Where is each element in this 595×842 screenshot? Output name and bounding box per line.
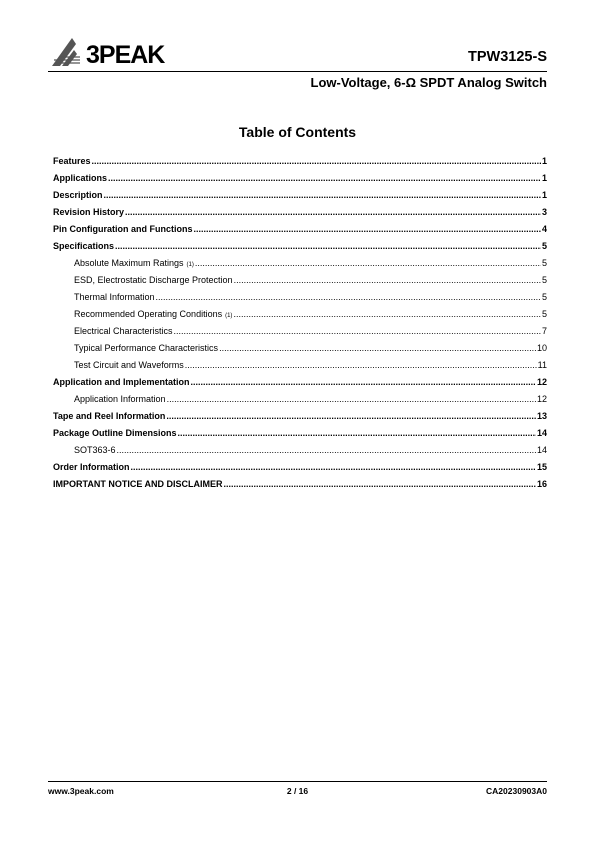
toc-entry-page: 5 <box>541 275 547 285</box>
toc-entry[interactable] <box>53 342 547 359</box>
toc-entry[interactable] <box>53 223 547 240</box>
toc-entry-page: 10 <box>536 343 547 353</box>
toc-entry-label: SOT363-6 <box>74 445 116 455</box>
toc-dot-leader <box>174 325 541 338</box>
toc-dot-leader <box>167 393 536 406</box>
toc-entry-page: 14 <box>536 445 547 455</box>
toc-entry-label: Features <box>53 156 91 166</box>
toc-entry[interactable] <box>53 274 547 291</box>
toc-dot-leader <box>219 342 536 355</box>
toc-entry-label: Absolute Maximum Ratings <box>74 258 184 268</box>
toc-entry-label: Pin Configuration and Functions <box>53 224 193 234</box>
toc-entry[interactable] <box>53 359 547 376</box>
header-divider <box>48 71 547 72</box>
footer-page-number: 2 / 16 <box>286 786 309 796</box>
toc-entry-label: Description <box>53 190 103 200</box>
toc-dot-leader <box>115 240 541 253</box>
toc-dot-leader <box>178 427 536 440</box>
toc-dot-leader <box>166 410 536 423</box>
toc-dot-leader <box>108 172 541 185</box>
toc-entry-label: Tape and Reel Information <box>53 411 166 421</box>
toc-dot-leader <box>224 478 536 491</box>
toc-entry-page: 13 <box>536 411 547 421</box>
toc-dot-leader <box>131 461 536 474</box>
toc-entry-page: 5 <box>541 241 547 251</box>
toc-entry-label: Typical Performance Characteristics <box>74 343 219 353</box>
toc-dot-leader <box>191 376 536 389</box>
toc-entry-page: 11 <box>537 360 547 370</box>
toc-entry-label: Recommended Operating Conditions <box>74 309 223 319</box>
toc-entry-page: 3 <box>541 207 547 217</box>
part-number: TPW3125-S <box>468 49 547 65</box>
logo-wordmark: 3PEAK <box>86 41 165 68</box>
toc-entry-label: Applications <box>53 173 108 183</box>
toc-entry[interactable] <box>53 393 547 410</box>
footer-divider <box>48 781 547 782</box>
toc-entry-label: Revision History <box>53 207 125 217</box>
toc-dot-leader <box>92 155 541 168</box>
toc-entry[interactable] <box>53 444 547 461</box>
footer-doc-code: CA20230903A0 <box>486 786 547 796</box>
toc-entry-footnote: (1) <box>186 262 194 268</box>
toc-entry-label: Order Information <box>53 462 130 472</box>
toc-entry-label: Package Outline Dimensions <box>53 428 177 438</box>
toc-entry-page: 1 <box>541 156 547 166</box>
toc-entry[interactable] <box>53 461 547 478</box>
toc-entry-label: Application and Implementation <box>53 377 190 387</box>
toc-entry[interactable] <box>53 240 547 257</box>
toc-entry-page: 4 <box>541 224 547 234</box>
toc-dot-leader <box>156 291 541 304</box>
toc-entry-page: 1 <box>541 173 547 183</box>
toc-entry-label: Electrical Characteristics <box>74 326 173 336</box>
toc-dot-leader <box>185 359 537 372</box>
table-of-contents <box>53 155 547 495</box>
footer-website[interactable]: www.3peak.com <box>48 786 114 796</box>
toc-entry-page: 7 <box>541 326 547 336</box>
toc-entry-label: IMPORTANT NOTICE AND DISCLAIMER <box>53 479 223 489</box>
toc-entry[interactable] <box>53 376 547 393</box>
toc-entry[interactable] <box>53 155 547 172</box>
toc-entry-page: 12 <box>536 394 547 404</box>
toc-entry-label: Specifications <box>53 241 115 251</box>
toc-entry[interactable] <box>53 257 547 274</box>
toc-entry[interactable] <box>53 325 547 342</box>
toc-entry-label: ESD, Electrostatic Discharge Protection <box>74 275 233 285</box>
toc-entry[interactable] <box>53 478 547 495</box>
toc-dot-leader <box>125 206 541 219</box>
toc-dot-leader <box>194 223 541 236</box>
toc-entry-page: 5 <box>541 258 547 268</box>
toc-entry-label: Application Information <box>74 394 166 404</box>
toc-dot-leader <box>117 444 536 457</box>
toc-dot-leader <box>195 257 541 270</box>
toc-entry[interactable] <box>53 206 547 223</box>
toc-entry[interactable] <box>53 308 547 325</box>
toc-entry[interactable] <box>53 410 547 427</box>
toc-title: Table of Contents <box>238 124 357 140</box>
company-logo <box>50 36 185 68</box>
document-subtitle: Low-Voltage, 6-Ω SPDT Analog Switch <box>310 75 547 90</box>
toc-entry-page: 12 <box>536 377 547 387</box>
toc-entry[interactable] <box>53 427 547 444</box>
toc-entry[interactable] <box>53 189 547 206</box>
toc-dot-leader <box>233 308 541 321</box>
toc-entry-page: 16 <box>536 479 547 489</box>
toc-entry-page: 1 <box>541 190 547 200</box>
toc-dot-leader <box>234 274 541 287</box>
toc-entry-page: 14 <box>536 428 547 438</box>
logo-mountain-icon <box>52 38 77 66</box>
toc-entry[interactable] <box>53 172 547 189</box>
toc-dot-leader <box>104 189 541 202</box>
toc-entry-label: Test Circuit and Waveforms <box>74 360 184 370</box>
toc-entry-page: 5 <box>541 309 547 319</box>
toc-entry-page: 5 <box>541 292 547 302</box>
toc-entry-footnote: (1) <box>225 313 233 319</box>
toc-entry[interactable] <box>53 291 547 308</box>
toc-entry-page: 15 <box>536 462 547 472</box>
toc-entry-label: Thermal Information <box>74 292 155 302</box>
